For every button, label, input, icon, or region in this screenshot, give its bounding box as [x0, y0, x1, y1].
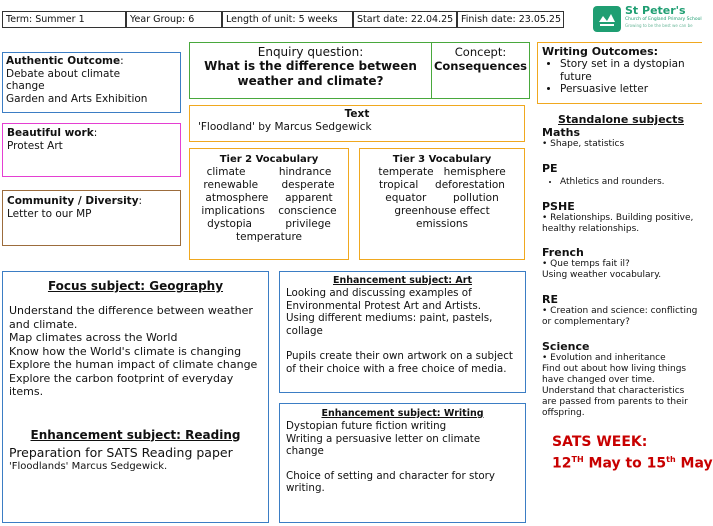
- pshe-text: • Relationships. Building positive, healthy relationships.: [542, 213, 694, 234]
- science-heading: Science: [542, 340, 590, 353]
- tier2-word-row: atmosphere apparent: [205, 192, 333, 204]
- enquiry-question-box: [189, 42, 432, 99]
- tier3-word-row: greenhouse effect: [394, 205, 490, 217]
- authentic-line-3: Garden and Arts Exhibition: [6, 92, 148, 105]
- beautiful-work-label: Beautiful work: [7, 127, 94, 139]
- tier3-title: Tier 3 Vocabulary: [392, 154, 492, 165]
- enquiry-line-1: What is the difference between: [204, 59, 417, 73]
- community-box: Community / Diversity: Letter to our MP: [2, 190, 181, 246]
- tier3-word-row: temperate hemisphere: [378, 166, 506, 178]
- tier2-word-list: [190, 166, 348, 244]
- geography-objectives: [9, 304, 262, 399]
- tier3-word-list: [360, 166, 524, 231]
- concept-box: [431, 42, 530, 99]
- beautiful-work-text: Protest Art: [7, 139, 63, 152]
- standalone-title: Standalone subjects: [558, 113, 684, 126]
- sats-week-title: SATS WEEK:: [552, 434, 648, 450]
- school-crest-icon: [592, 5, 622, 33]
- reading-line-2: 'Floodlands' Marcus Sedgewick.: [9, 460, 168, 472]
- pe-heading: PE: [542, 162, 558, 175]
- reading-line-1: Preparation for SATS Reading paper: [9, 444, 233, 460]
- community-text: Letter to our MP: [7, 207, 92, 220]
- art-title: Enhancement subject: Art: [333, 275, 472, 286]
- geography-title: Focus subject: Geography: [47, 279, 224, 293]
- re-text: • Creation and science: conflicting or complementary?: [542, 306, 698, 327]
- tier3-word-row: tropical deforestation: [379, 179, 505, 191]
- geography-focus-box: [2, 271, 269, 523]
- school-name: St Peter's: [625, 4, 686, 17]
- beautiful-work-box: Beautiful work: Protest Art: [2, 123, 181, 177]
- maths-heading: Maths: [542, 126, 581, 139]
- writing-para-1: Dystopian future fiction writing: [286, 420, 447, 432]
- tier2-word-row: implications conscience: [201, 205, 337, 217]
- authentic-line-2: change: [6, 80, 45, 92]
- geography-objective: Understand the difference between weather and climate.: [9, 304, 253, 331]
- concept-value: Consequences: [433, 59, 528, 73]
- tier2-word-row: dystopia privilege: [207, 218, 331, 230]
- writing-outcomes-box: [537, 42, 702, 104]
- geography-objective: Know how the World's climate is changing: [9, 344, 242, 358]
- school-motto: Growing to be the best we can be: [625, 23, 693, 28]
- tier2-title: Tier 2 Vocabulary: [219, 154, 319, 165]
- tier3-word-row: emissions: [415, 218, 468, 230]
- sats-week-dates: 12TH May to 15th May: [552, 455, 713, 472]
- tier3-vocabulary-box: [359, 148, 525, 260]
- concept-label: Concept:: [454, 45, 507, 59]
- writing-outcome-1: • Story set in a dystopian future: [560, 58, 698, 83]
- geography-objective: Map climates across the World: [9, 331, 178, 344]
- art-para-1: Looking and discussing examples of Environmental Protest Art and Artists.: [286, 287, 482, 312]
- re-heading: RE: [542, 293, 558, 306]
- school-logo: [592, 4, 700, 34]
- start-date-cell: Start date: 22.04.25: [353, 11, 457, 28]
- writing-enhancement-box: [279, 403, 526, 523]
- french-heading: French: [542, 246, 584, 259]
- text-box-title: Text: [344, 108, 370, 120]
- reading-title: Enhancement subject: Reading: [30, 427, 241, 442]
- authentic-outcome-label: Authentic Outcome: [6, 55, 121, 67]
- geography-objective: Explore the human impact of climate change: [9, 358, 258, 371]
- writing-para-2: Writing a persuasive letter on climate change: [286, 432, 481, 457]
- authentic-line-1: Debate about climate: [6, 67, 121, 80]
- geography-objective: Explore the carbon footprint of everyday items.: [9, 371, 234, 398]
- art-enhancement-box: [279, 271, 526, 393]
- writing-outcomes-title: Writing Outcomes:: [542, 45, 659, 58]
- pe-text: • Athletics and rounders.: [560, 177, 700, 188]
- art-para-2: Using different mediums: paint, pastels, collage: [286, 312, 493, 337]
- tier2-vocabulary-box: [189, 148, 349, 260]
- finish-date-cell: Finish date: 23.05.25: [457, 11, 564, 28]
- maths-text: • Shape, statistics: [542, 139, 625, 149]
- standalone-subjects-panel: [537, 110, 713, 524]
- length-cell: Length of unit: 5 weeks: [222, 11, 353, 28]
- science-text-1: • Evolution and inheritance: [542, 353, 666, 363]
- pshe-heading: PSHE: [542, 200, 575, 213]
- year-group-cell: Year Group: 6: [126, 11, 222, 28]
- tier3-word-row: equator pollution: [385, 192, 499, 204]
- community-label: Community / Diversity: [7, 195, 139, 207]
- authentic-outcome-box: Authentic Outcome: Debate about climate change Garden and Arts Exhibition: [2, 52, 181, 113]
- french-text-2: Using weather vocabulary.: [542, 270, 662, 280]
- writing-title: Enhancement subject: Writing: [321, 408, 484, 419]
- enquiry-line-2: weather and climate?: [237, 74, 384, 88]
- text-box-value: 'Floodland' by Marcus Sedgewick: [198, 121, 372, 133]
- science-text-2: Find out about how living things have changed over time. Understand that characteristics are passed from parents to their offspring.: [542, 364, 688, 418]
- tier2-word-row: renewable desperate: [203, 179, 335, 191]
- writing-para-3: Choice of setting and character for story writing.: [286, 469, 495, 494]
- term-cell: Term: Summer 1: [2, 11, 126, 28]
- art-para-3: Pupils create their own artwork on a subject of their choice with a free choice of media.: [286, 350, 513, 375]
- writing-outcome-2: • Persuasive letter: [560, 83, 698, 96]
- text-box: [189, 105, 525, 142]
- tier2-word-row: temperature: [236, 231, 302, 243]
- school-subtitle: Church of England Primary School: [625, 17, 702, 22]
- tier2-word-row: climate hindrance: [206, 166, 332, 178]
- french-text-1: • Que temps fait il?: [542, 259, 630, 269]
- enquiry-label: Enquiry question:: [257, 45, 364, 59]
